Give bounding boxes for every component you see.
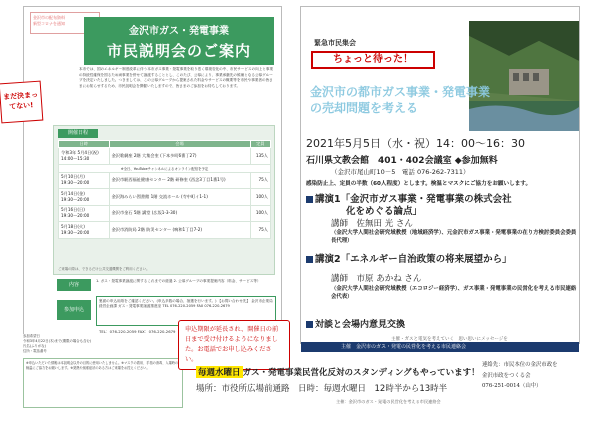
event-caution: 感染防止上、定員の半数（60人程度）とします。検温とマスクにご協力をお願いします。 (306, 181, 532, 187)
standing-organizer: 主催：金沢市のガス・発電の民営化を考える市民連絡会 (336, 399, 441, 404)
contact-phone: TEL：076-220-2059 FAX：076-220-2679 (99, 329, 176, 334)
stamp-line-2: 新型コロナを通知 (33, 21, 65, 26)
left-flyer (23, 6, 282, 349)
apply-label: 参加申込 (57, 300, 91, 320)
organizer-footer: 主催 金沢市のガス・発電の民営化を考える市民連絡会 (301, 342, 579, 352)
row-datetime: 5月16日(日) 19:30～20:00 (59, 205, 110, 222)
lecture-2-affiliation: （金沢大学人間社会研究域教授（エコロジー経済学）、ガス事業・発電事業の民営化を考える市民連絡会代表） (331, 286, 577, 300)
row-datetime: 5月18日(火) 19:30～20:00 (59, 222, 110, 239)
schedule-note: ご来場の際は、できるだけ公共交通機関をご利用ください。 (58, 267, 150, 271)
discussion-sub: 主催・ガスと電気を考えていく 思い思いにメッセージを (391, 337, 508, 342)
lecture-1-affiliation: （金沢大学人間社会研究域教授（地域経済学）、元金沢市ガス事業・発電事業の在り方検討委員会委員長代理） (331, 230, 577, 244)
flyer-banner (84, 17, 274, 65)
schedule-header-date: 日時 (59, 141, 110, 148)
schedule-table (58, 140, 271, 239)
row-capacity: 75人 (250, 222, 270, 239)
content-label: 内容 (57, 279, 91, 291)
square-bullet-icon (306, 196, 313, 203)
lecture-1-heading: 講演1「金沢市ガス事業・発電事業の株式会社 (306, 191, 512, 205)
highlight-wednesday: 毎週水曜日 (198, 368, 241, 378)
standing-headline: 毎週水曜日 ガス・発電事業民営化反対のスタンディングもやっています！ (198, 368, 480, 378)
banner-title: 市民説明会のご案内 (106, 42, 251, 60)
row-datetime: 5月14日(金) 19:30～20:00 (59, 189, 110, 206)
event-address: （金沢市尾山町10－5 電話 076-262-7311） (331, 168, 470, 176)
lecture-1-heading-cont: 化をめぐる論点」 (346, 206, 423, 217)
stamp-line-1: 金沢市の配布資料 (33, 15, 65, 20)
discussion-heading: 対談と会場内意見交換 (306, 317, 405, 330)
form-row: 氏名(ふりがな) (23, 344, 46, 348)
row-venue: 金沢市駅西福祉健康センター 2階 研修室 (西念3丁目1番1号) (109, 172, 250, 189)
lecture-2-heading: 講演2「エネルギー自治政策の将来展望から」 (306, 251, 512, 265)
form-row: 住所・電話番号 (23, 349, 47, 353)
right-flyer (300, 6, 580, 350)
event-title: 金沢市の都市ガス事業・発電事業の売却問題を考える (310, 85, 491, 115)
row-capacity: 100人 (250, 189, 270, 206)
table-row (59, 222, 271, 239)
row-datetime: 5月10日(月) 19:30～20:00 (59, 172, 110, 189)
lecture-1-speaker: 講師 佐無田 光 さん (331, 219, 413, 229)
table-row (59, 189, 271, 206)
form-row: 令和3年4月22日(木)まで(期限の場合も含む) (23, 339, 92, 343)
row-capacity: 75人 (250, 172, 270, 189)
lecture-2-speaker: 講師 市原 あかね さん (331, 274, 422, 284)
schedule-header-venue: 会場 (109, 141, 250, 148)
intro-text: 本市では、国のエネルギー制度改革に伴う本市ガス事業・発電事業を取り巻く環境変化の中、市民サービスの向上と事業の持続性確保を図るため両事業を併せて譲渡することとし、このたび、公募により、事業承継先の候補となる公募グループを決定いたしました。つきましては、この公募グループから提案された料金やサービスの概要等を市民や事業者の皆さまにお知らせするため、市民説明会を開催いたしますので、皆さまのご参加をお待ちしております。 (79, 67, 274, 88)
square-bullet-icon (306, 321, 313, 328)
wait-banner: ちょっと待った！ (311, 51, 435, 69)
row-venue: 金沢市消防局 2階 防災センター (鳴和1丁目7-2) (109, 222, 250, 239)
square-bullet-icon (306, 256, 313, 263)
table-row (59, 172, 271, 189)
banner-subtitle: 金沢市ガス・発電事業 (129, 26, 229, 37)
row-datetime: 令和3年 5月4日(祝) 14:00～15:30 (59, 148, 110, 165)
schedule-section (53, 125, 275, 275)
row-venue: 金沢歌劇座 2階 大集会室 (下本多町6番丁27) (109, 148, 250, 165)
event-venue: 石川県文教会館 401・402会議室 ◆参加無料 (306, 156, 498, 166)
schedule-title: 開催日程 (58, 129, 98, 138)
table-row (59, 164, 271, 172)
red-callout-deadline: 申込期限が延長され、開催日の前日まで受け付けるようになりました。お電話でお申し込みください。 (178, 320, 290, 370)
event-date: 2021年5月5日（水・祝）14：00～16：30 (306, 137, 525, 150)
row-capacity: 135人 (250, 148, 270, 165)
standing-notice (196, 362, 516, 420)
standing-details: 場所：市役所広場前通路 日時：毎週水曜日 12時半から13時半 (196, 384, 448, 394)
contact-block (482, 360, 598, 392)
row-capacity: 100人 (250, 205, 270, 222)
contact-line: 連絡先：市民本位の金沢市政を (482, 362, 558, 368)
emergency-label: 緊急市民集会 (314, 39, 356, 47)
table-row (59, 148, 271, 165)
contact-line: 076-251-0014（山中） (482, 383, 542, 389)
red-callout-undecided: まだ決まってない! (0, 81, 43, 124)
apply-box: 裏面の申込用紙をご確認ください。(申込多数の場合、抽選を行います。) 【お問い合わせ先】 金沢市企業局 経営企画課 ガス・発電事業譲渡推進室 TEL 076-220-2059 FAX 076-220-2679 (96, 296, 276, 326)
contact-line: 金沢市政をつくる会 (482, 372, 531, 379)
schedule-header-capacity: 定員 (250, 141, 270, 148)
row-note: ※全日、YouTubeチャンネルによるオンライン配信を予定 (59, 164, 271, 172)
form-row: 参加希望日 (23, 334, 40, 338)
row-venue: 金沢海みらい図書館 1階 交流ホール (寺中町イ1-1) (109, 189, 250, 206)
row-venue: 金沢市金石 5階 講堂 (広坂1-3-30) (109, 205, 250, 222)
form-notes: ※申込いただいた情報は本説明会以外の目的に使用いたしません。※マスクの着用、手指の消毒、入場時の検温にご協力をお願いします。※発熱や風邪症状のある方はご来場をお控えください。 (23, 358, 183, 408)
content-text: 1. ガス・発電事業譲渡に関するこれまでの経過 2. 公募グループの事業提案内容（料金、サービス等） (96, 279, 261, 283)
table-row (59, 205, 271, 222)
